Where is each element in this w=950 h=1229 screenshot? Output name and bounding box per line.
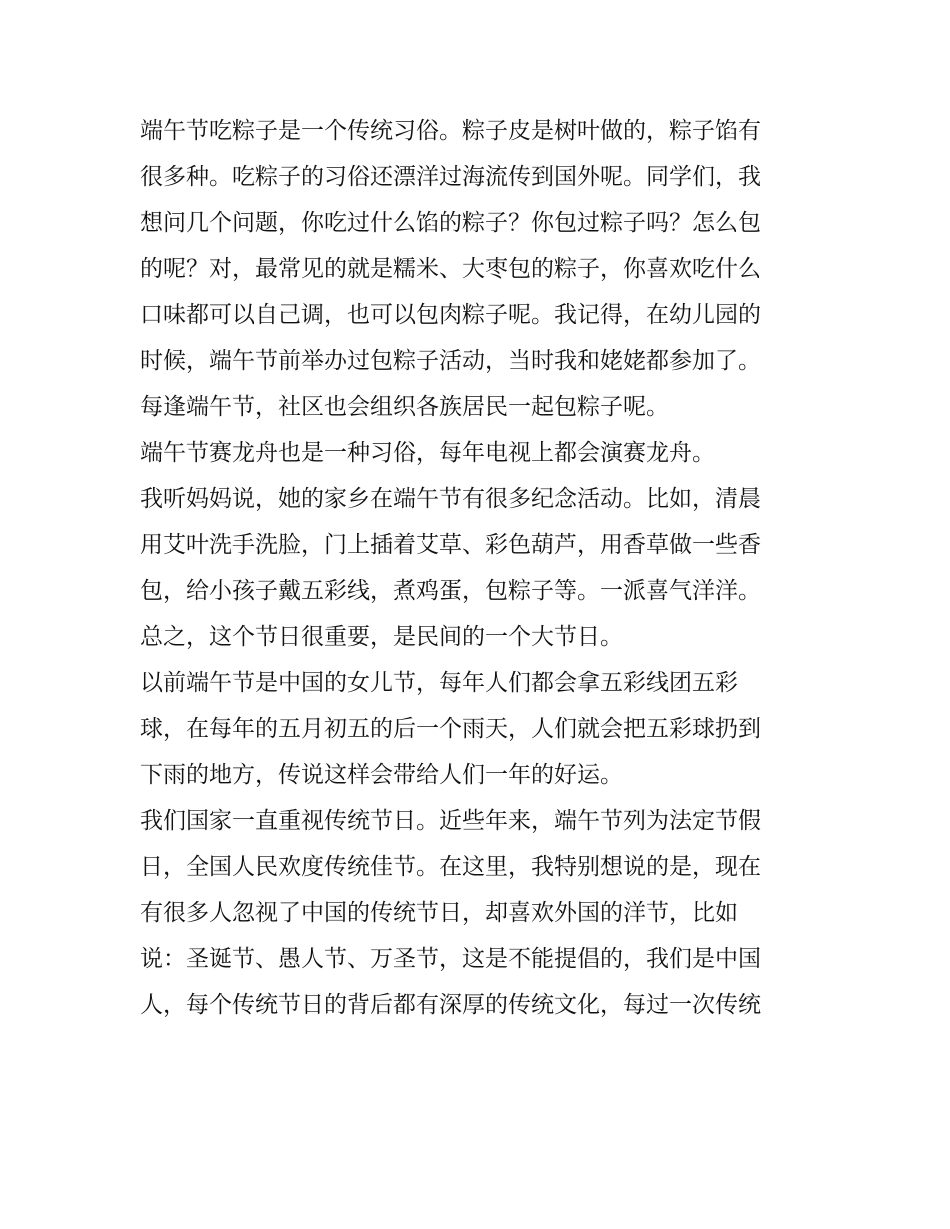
text-line: 端午节赛龙舟也是一种习俗，每年电视上都会演赛龙舟。 <box>140 440 715 466</box>
text-line: 用艾叶洗手洗脸，门上插着艾草、彩色葫芦，用香草做一些香 <box>140 532 761 558</box>
text-line: 想问几个问题，你吃过什么馅的粽子？你包过粽子吗？怎么包 <box>140 210 761 236</box>
text-line: 口味都可以自己调，也可以包肉粽子呢。我记得，在幼儿园的 <box>140 302 761 328</box>
text-line: 球，在每年的五月初五的后一个雨天，人们就会把五彩球扔到 <box>140 716 761 742</box>
text-line: 端午节吃粽子是一个传统习俗。粽子皮是树叶做的，粽子馅有 <box>140 118 761 144</box>
text-line: 我们国家一直重视传统节日。近些年来，端午节列为法定节假 <box>140 808 761 834</box>
text-line: 包，给小孩子戴五彩线，煮鸡蛋，包粽子等。一派喜气洋洋。 <box>140 578 761 604</box>
text-line: 总之，这个节日很重要，是民间的一个大节日。 <box>140 624 623 650</box>
text-line: 说：圣诞节、愚人节、万圣节，这是不能提倡的，我们是中国 <box>140 946 761 972</box>
text-line: 每逢端午节，社区也会组织各族居民一起包粽子呢。 <box>140 394 669 420</box>
text-line: 时候，端午节前举办过包粽子活动，当时我和姥姥都参加了。 <box>140 348 761 374</box>
body-text <box>140 108 830 1028</box>
text-line: 下雨的地方，传说这样会带给人们一年的好运。 <box>140 762 623 788</box>
text-line: 人，每个传统节日的背后都有深厚的传统文化，每过一次传统 <box>140 992 761 1018</box>
text-line: 以前端午节是中国的女儿节，每年人们都会拿五彩线团五彩 <box>140 670 738 696</box>
text-line: 的呢？对，最常见的就是糯米、大枣包的粽子，你喜欢吃什么 <box>140 256 761 282</box>
text-line: 日，全国人民欢度传统佳节。在这里，我特别想说的是，现在 <box>140 854 761 880</box>
text-line: 很多种。吃粽子的习俗还漂洋过海流传到国外呢。同学们，我 <box>140 164 761 190</box>
text-line: 有很多人忽视了中国的传统节日，却喜欢外国的洋节，比如 <box>140 900 738 926</box>
text-line: 我听妈妈说，她的家乡在端午节有很多纪念活动。比如，清晨 <box>140 486 761 512</box>
